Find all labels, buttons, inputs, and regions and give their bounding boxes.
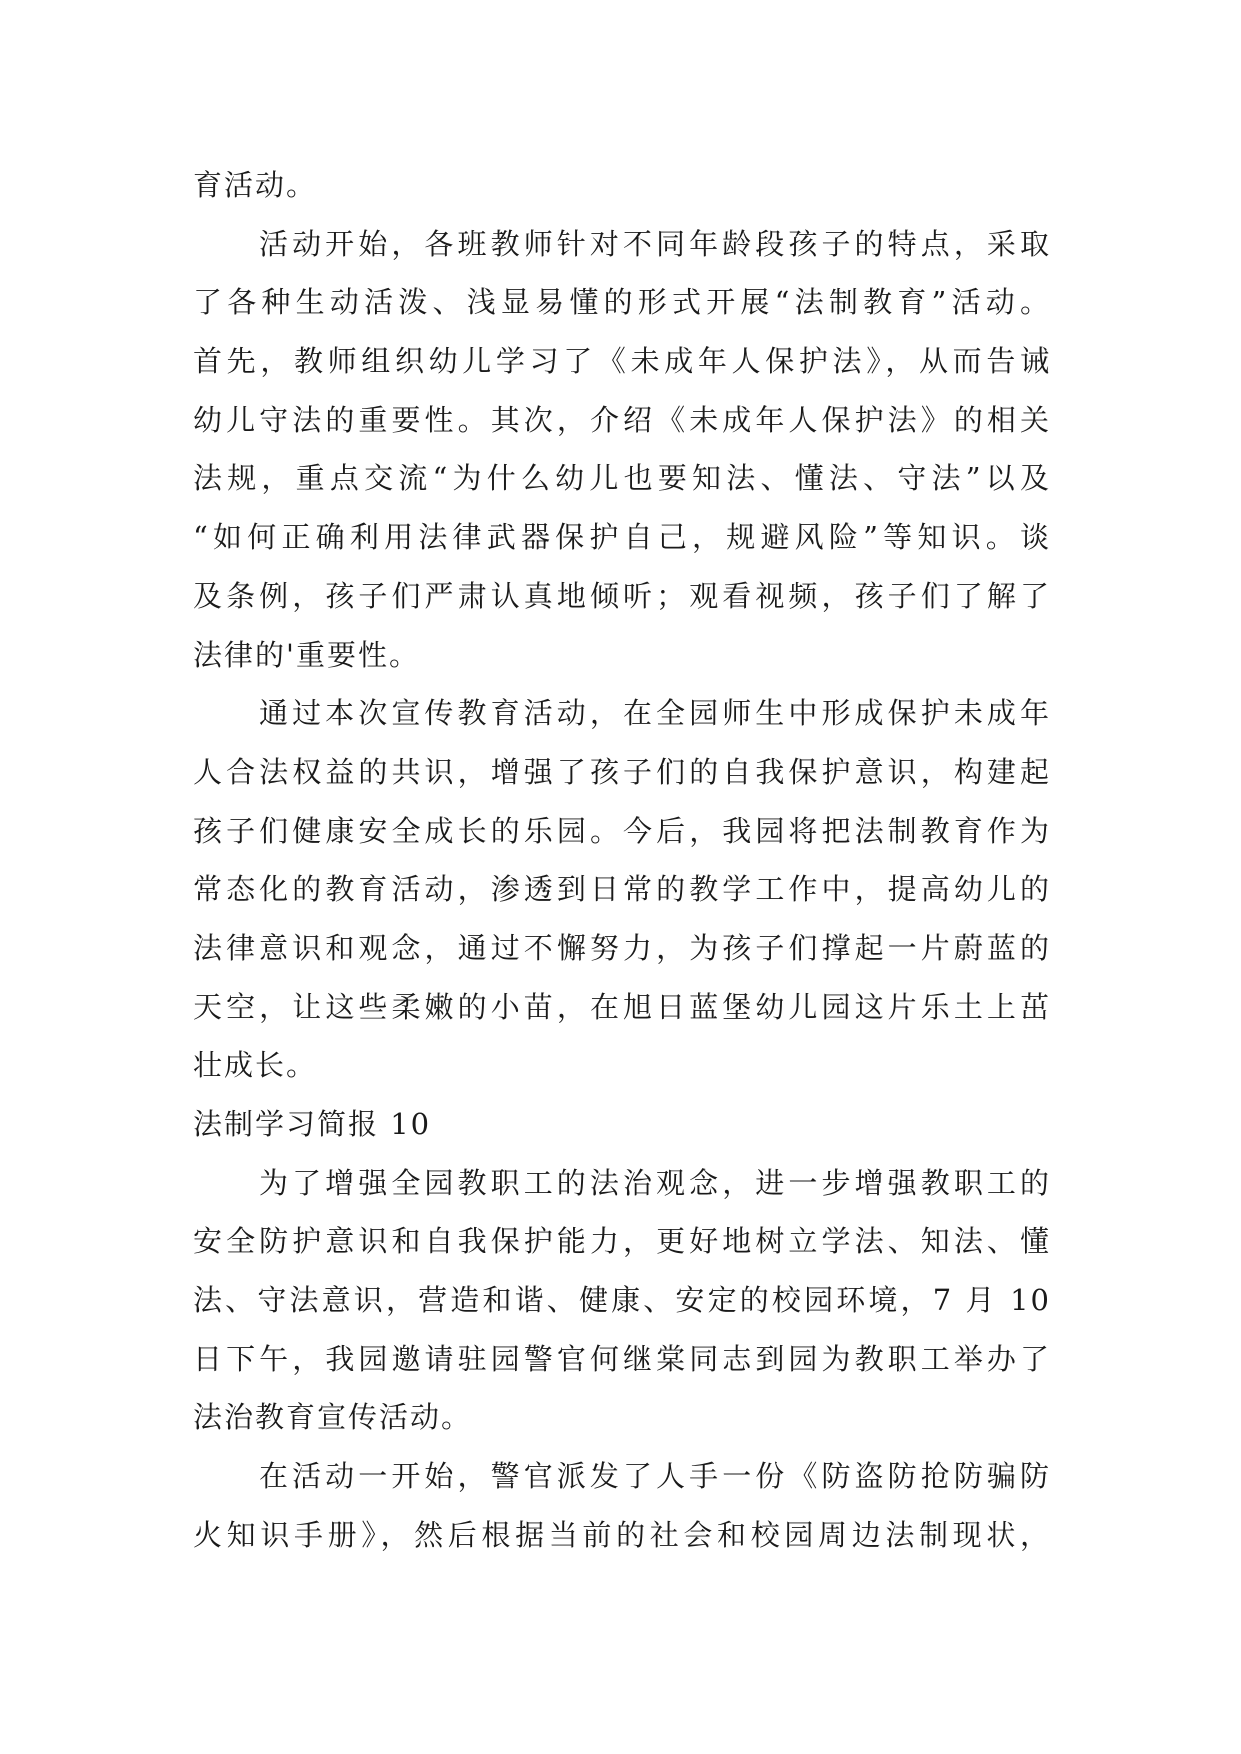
text-line: 壮成长。 xyxy=(193,1048,318,1083)
text-line: 法规，重点交流“为什么幼儿也要知法、懂法、守法”以及 xyxy=(193,461,1051,496)
text-line: 人合法权益的共识，增强了孩子们的自我保护意识，构建起 xyxy=(193,754,1051,789)
text-line: 首先，教师组织幼儿学习了《未成年人保护法》，从而告诫 xyxy=(193,344,1051,379)
section-heading: 法制学习简报 10 xyxy=(193,1107,432,1141)
text-line: 安全防护意识和自我保护能力，更好地树立学法、知法、懂 xyxy=(193,1224,1051,1259)
text-line: 及条例，孩子们严肃认真地倾听；观看视频，孩子们了解了 xyxy=(193,578,1051,613)
text-line: 天空，让这些柔嫩的小苗，在旭日蓝堡幼儿园这片乐土上茁 xyxy=(193,989,1051,1024)
text-line: 幼儿守法的重要性。其次，介绍《未成年人保护法》的相关 xyxy=(193,402,1051,437)
paragraph-first-line: 在活动一开始，警官派发了人手一份《防盗防抢防骗防 xyxy=(259,1459,1051,1494)
paragraph-first-line: 通过本次宣传教育活动，在全园师生中形成保护未成年 xyxy=(259,696,1051,731)
text-line: 火知识手册》，然后根据当前的社会和校园周边法制现状， xyxy=(193,1517,1051,1552)
text-line: 日下午，我园邀请驻园警官何继棠同志到园为教职工举办了 xyxy=(193,1341,1051,1376)
paragraph-first-line: 为了增强全园教职工的法治观念，进一步增强教职工的 xyxy=(259,1165,1051,1200)
text-line: 育活动。 xyxy=(193,168,318,202)
text-line: 法、守法意识，营造和谐、健康、安定的校园环境，7 月 10 xyxy=(193,1283,1051,1318)
paragraph-first-line: 活动开始，各班教师针对不同年龄段孩子的特点，采取 xyxy=(259,226,1051,261)
text-line: 法治教育宣传活动。 xyxy=(193,1400,473,1435)
text-line: “如何正确利用法律武器保护自己，规避风险”等知识。谈 xyxy=(193,520,1051,555)
text-line: 了各种生动活泼、浅显易懂的形式开展“法制教育”活动。 xyxy=(193,285,1051,320)
text-line: 常态化的教育活动，渗透到日常的教学工作中，提高幼儿的 xyxy=(193,872,1051,907)
text-line: 孩子们健康安全成长的乐园。今后，我园将把法制教育作为 xyxy=(193,813,1051,848)
text-line: 法律的'重要性。 xyxy=(193,637,420,672)
document-body xyxy=(193,156,1051,1565)
text-line: 法律意识和观念，通过不懈努力，为孩子们撑起一片蔚蓝的 xyxy=(193,930,1051,965)
